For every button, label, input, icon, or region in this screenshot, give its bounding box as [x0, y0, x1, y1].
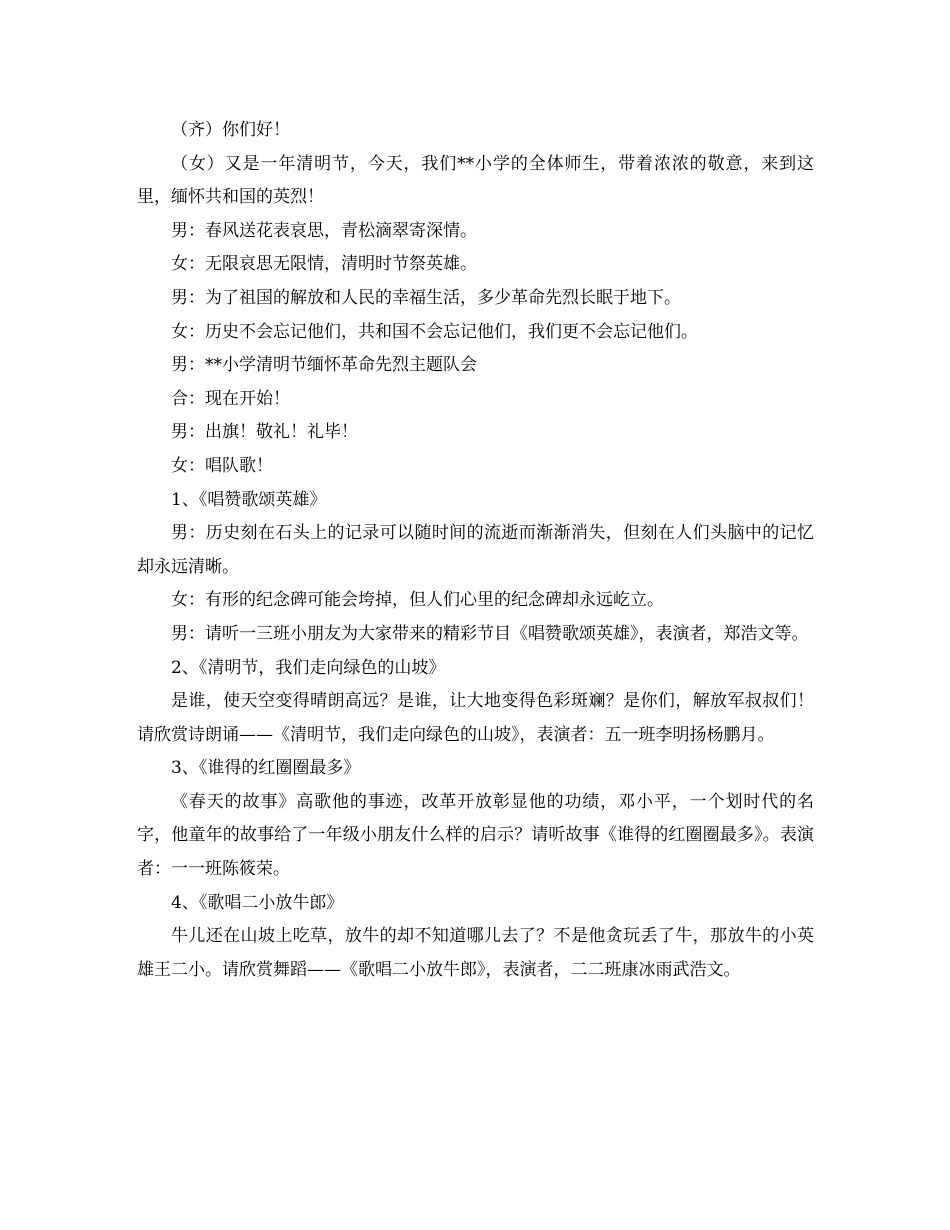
paragraph-line: 合：现在开始！	[171, 388, 290, 409]
paragraph-line: 女：唱队歌！	[171, 455, 273, 476]
paragraph-line: 男：**小学清明节缅怀革命先烈主题队会	[171, 355, 477, 376]
paragraph-line: 牛儿还在山坡上吃草，放牛的却不知道哪儿去了？不是他贪玩丢了牛，那放牛的小英雄王二小。请欣赏舞蹈——《歌唱二小放牛郎》，表演者，二二班康冰雨武浩文。	[137, 926, 814, 980]
paragraph-line: 男：请听一三班小朋友为大家带来的精彩节目《唱赞歌颂英雄》，表演者，郑浩文等。	[171, 623, 809, 644]
document-body	[137, 114, 814, 987]
paragraph-line: 男：历史刻在石头上的记录可以随时间的流逝而渐渐消失，但刻在人们头脑中的记忆却永远清晰。	[137, 523, 814, 577]
paragraph-line: 男：为了祖国的解放和人民的幸福生活，多少革命先烈长眠于地下。	[171, 287, 681, 308]
paragraph-line: 女：历史不会忘记他们，共和国不会忘记他们，我们更不会忘记他们。	[171, 321, 698, 342]
paragraph-line: 《春天的故事》高歌他的事迹，改革开放彰显他的功绩，邓小平，一个划时代的名字，他童年的故事给了一年级小朋友什么样的启示？请听故事《谁得的红圈圈最多》。表演者：一一班陈筱荣。	[137, 791, 814, 880]
paragraph-line: 男：春风送花表哀思，青松滴翠寄深情。	[171, 220, 477, 241]
paragraph-line: 是谁，使天空变得晴朗高远？是谁，让大地变得色彩斑斓？是你们，解放军叔叔们！请欣赏诗朗诵——《清明节，我们走向绿色的山坡》，表演者：五一班李明扬杨鹏月。	[137, 691, 814, 745]
paragraph-greeting: （齐）你们好！	[171, 120, 290, 140]
section-heading-3: 3、《谁得的红圈圈最多》	[171, 758, 361, 779]
section-heading-1: 1、《唱赞歌颂英雄》	[171, 489, 327, 510]
paragraph-line: 男：出旗！敬礼！礼毕！	[171, 422, 358, 443]
section-heading-2: 2、《清明节，我们走向绿色的山坡》	[171, 657, 446, 678]
paragraph-line: 女：有形的纪念碑可能会垮掉，但人们心里的纪念碑却永远屹立。	[171, 590, 664, 611]
paragraph-line: 女：无限哀思无限情，清明时节祭英雄。	[171, 254, 477, 275]
section-heading-4: 4、《歌唱二小放牛郎》	[171, 892, 344, 913]
paragraph-opening: （女）又是一年清明节，今天，我们**小学的全体师生，带着浓浓的敬意，来到这里，缅怀共和国的英烈！	[137, 153, 814, 208]
